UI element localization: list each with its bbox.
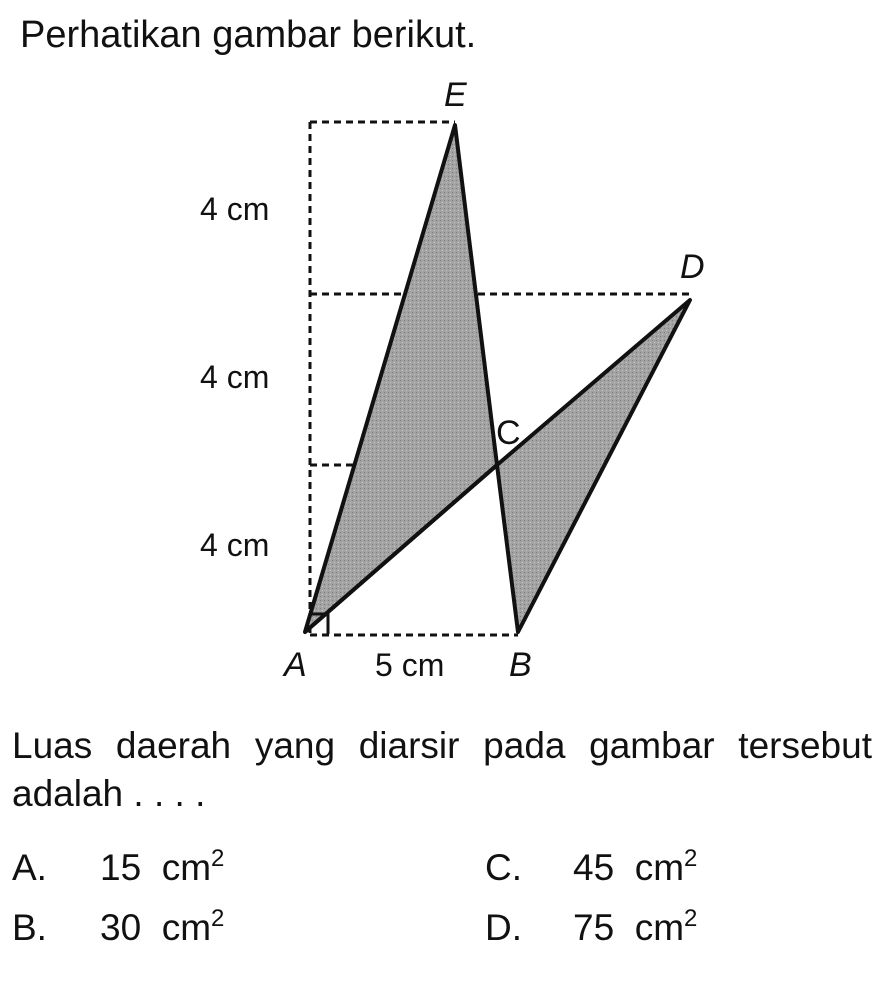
option-a-unit: cm	[161, 847, 212, 888]
option-b-value: 30	[100, 907, 142, 948]
question-text: Luas daerah yang diarsir pada gambar tersebut adalah . . . .	[12, 725, 872, 814]
label-point-e: E	[444, 76, 467, 114]
option-d[interactable]	[485, 906, 697, 950]
option-b-unit: cm	[161, 907, 212, 948]
option-c-exponent: 2	[684, 845, 698, 872]
intro-text: Perhatikan gambar berikut.	[20, 14, 477, 56]
length-label-top: 4 cm	[200, 191, 270, 227]
option-b-exponent: 2	[211, 905, 225, 932]
label-point-c: C	[496, 414, 521, 452]
option-a-exponent: 2	[211, 845, 225, 872]
option-c-letter: C.	[485, 847, 522, 888]
option-a-value: 15	[100, 847, 142, 888]
option-d-unit: cm	[634, 907, 685, 948]
length-label-bottom: 4 cm	[200, 527, 270, 563]
label-point-a: A	[284, 646, 307, 684]
shaded-triangle-bcd	[497, 300, 690, 632]
shaded-triangle-ace	[305, 125, 497, 632]
option-c-value: 45	[573, 847, 615, 888]
length-label-base: 5 cm	[375, 647, 445, 683]
option-a[interactable]	[12, 846, 224, 890]
length-label-middle: 4 cm	[200, 359, 270, 395]
option-b-letter: B.	[12, 907, 47, 948]
option-d-letter: D.	[485, 907, 522, 948]
option-c-unit: cm	[634, 847, 685, 888]
option-d-value: 75	[573, 907, 615, 948]
option-b[interactable]	[12, 906, 224, 950]
option-d-exponent: 2	[684, 905, 698, 932]
option-c[interactable]	[485, 846, 697, 890]
label-point-b: B	[509, 646, 532, 684]
label-point-d: D	[680, 248, 705, 286]
option-a-letter: A.	[12, 847, 47, 888]
